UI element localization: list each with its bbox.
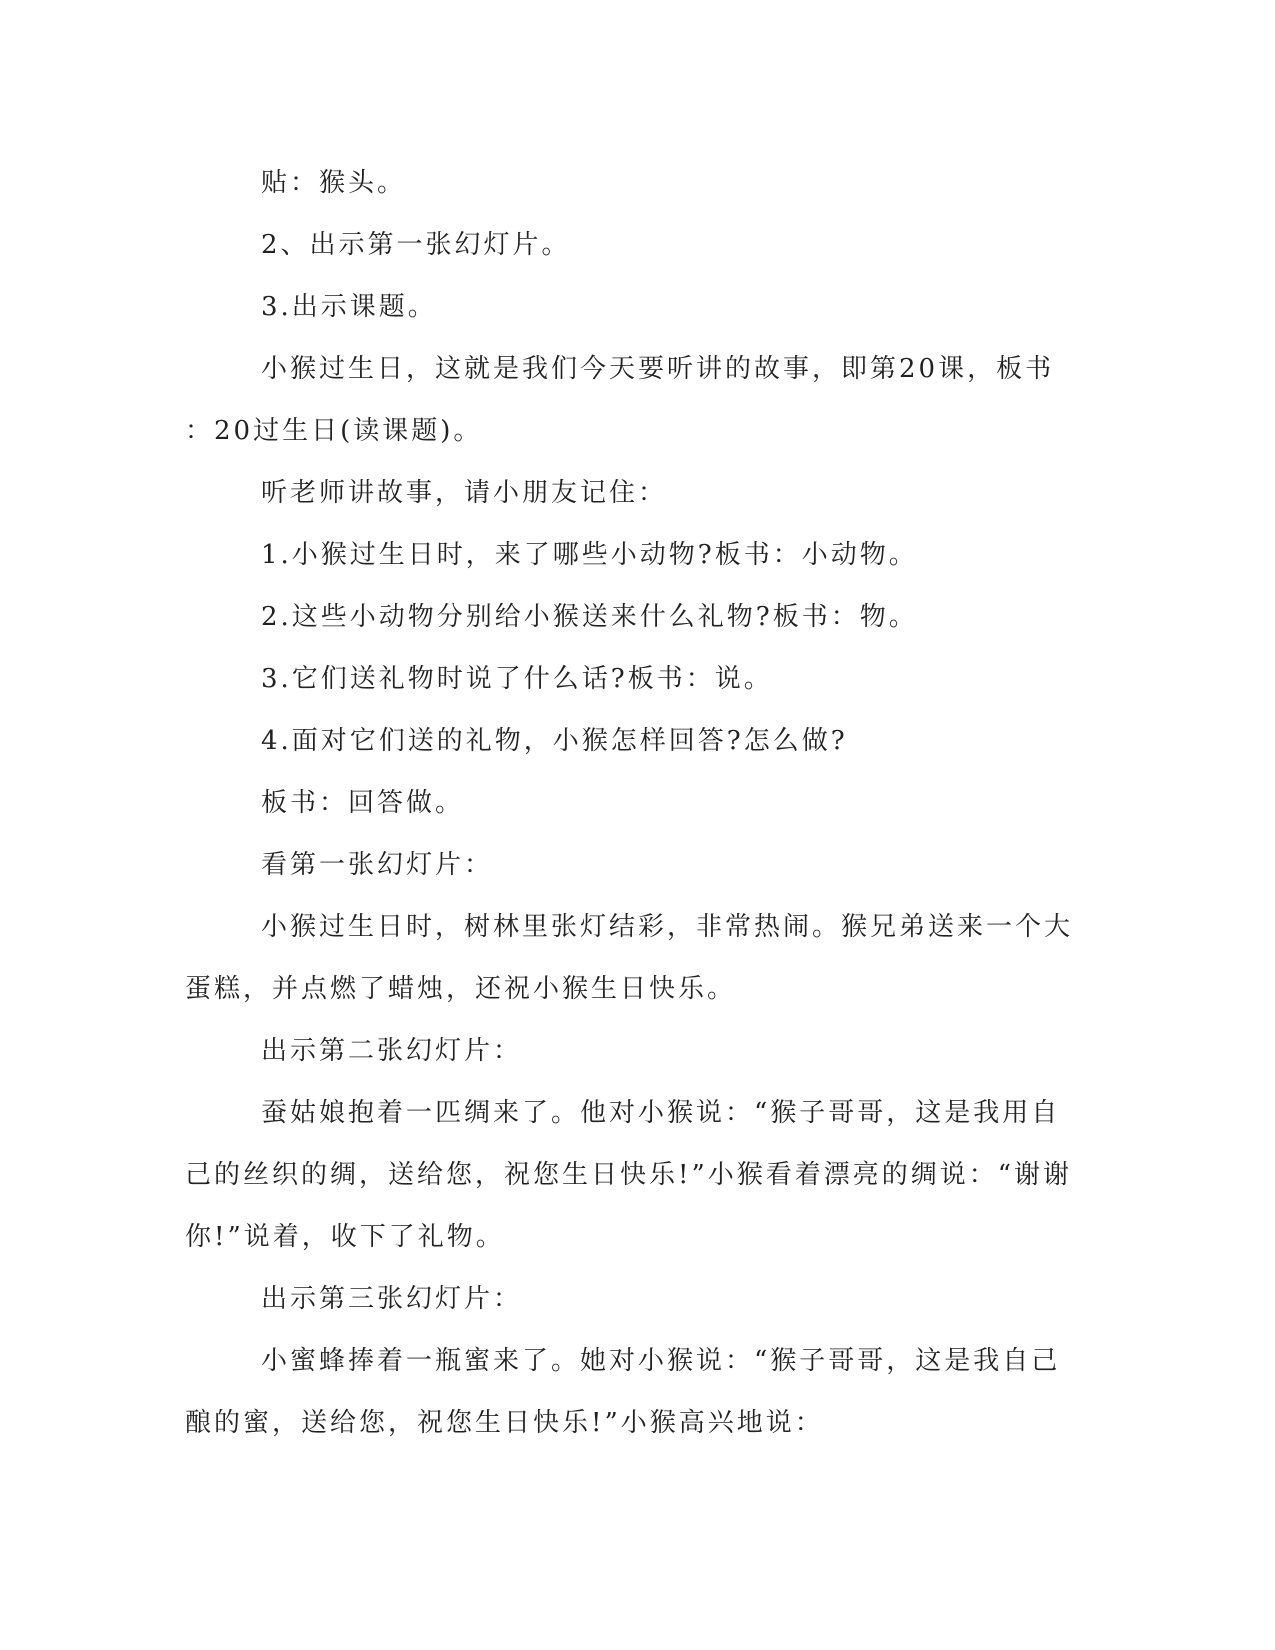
paragraph-continuation-line: 蛋糕，并点燃了蜡烛，还祝小猴生日快乐。 xyxy=(185,974,737,1004)
paragraph-line: 小蜜蜂捧着一瓶蜜来了。她对小猴说：“猴子哥哥，这是我自己 xyxy=(261,1346,1061,1376)
question-item: 1.小猴过生日时，来了哪些小动物?板书：小动物。 xyxy=(261,540,918,570)
paragraph-continuation-line: 己的丝织的绸，送给您，祝您生日快乐!”小猴看着漂亮的绸说：“谢谢 xyxy=(185,1160,1073,1190)
paragraph-line: 贴：猴头。 xyxy=(261,168,407,198)
paragraph-line: 出示第三张幻灯片： xyxy=(261,1284,523,1314)
question-item: 2.这些小动物分别给小猴送来什么礼物?板书：物。 xyxy=(261,602,918,632)
document-body xyxy=(185,162,1074,1464)
paragraph-line: 蚕姑娘抱着一匹绸来了。他对小猴说：“猴子哥哥，这是我用自 xyxy=(261,1098,1061,1128)
paragraph-line: 听老师讲故事，请小朋友记住： xyxy=(261,478,668,508)
paragraph-line: 2、出示第一张幻灯片。 xyxy=(261,230,571,260)
question-item: 3.它们送礼物时说了什么话?板书：说。 xyxy=(261,664,773,694)
paragraph-line: 板书：回答做。 xyxy=(261,788,465,818)
question-item: 4.面对它们送的礼物，小猴怎样回答?怎么做? xyxy=(261,726,848,756)
paragraph-line: 看第一张幻灯片： xyxy=(261,850,494,880)
paragraph-line: 小猴过生日时，树林里张灯结彩，非常热闹。猴兄弟送来一个大 xyxy=(261,912,1074,942)
paragraph-continuation-line: 酿的蜜，送给您，祝您生日快乐!”小猴高兴地说： xyxy=(185,1408,824,1438)
paragraph-continuation-line: ：20过生日(读课题)。 xyxy=(185,416,483,446)
paragraph-line: 3.出示课题。 xyxy=(261,292,437,322)
paragraph-line: 小猴过生日，这就是我们今天要听讲的故事，即第20课，板书 xyxy=(261,354,1055,384)
paragraph-continuation-line: 你!”说着，收下了礼物。 xyxy=(185,1222,505,1252)
paragraph-line: 出示第二张幻灯片： xyxy=(261,1036,523,1066)
